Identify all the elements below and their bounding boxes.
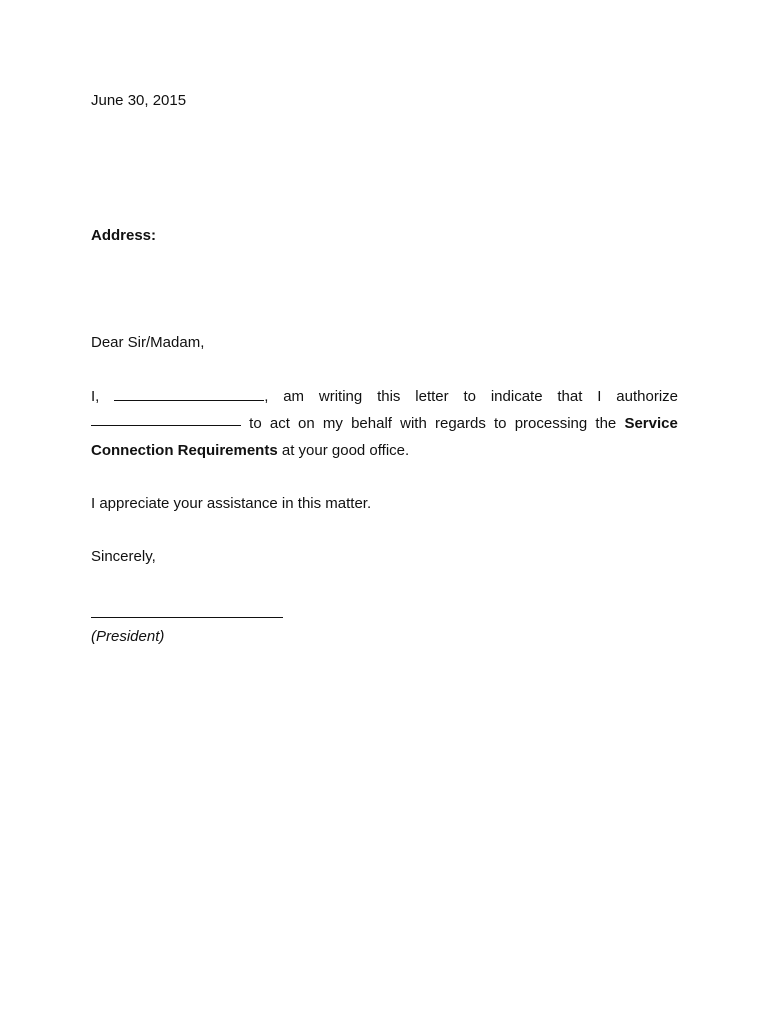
word: writing <box>318 388 363 405</box>
body-line-3-rest: at your good office. <box>277 442 410 459</box>
word: to <box>494 415 507 432</box>
principal-name-blank <box>114 385 264 401</box>
word: that <box>557 388 583 405</box>
word: I, <box>91 388 100 405</box>
word: processing <box>514 415 588 432</box>
body-line-2 <box>91 410 678 437</box>
body-paragraph <box>91 383 678 464</box>
word: act <box>269 415 290 432</box>
representative-name-blank <box>91 410 241 426</box>
word: this <box>377 388 401 405</box>
comma: , <box>264 388 269 405</box>
word: behalf <box>351 415 392 432</box>
signature-line <box>91 617 283 618</box>
address-label: Address: <box>91 227 157 244</box>
word: indicate <box>490 388 543 405</box>
word: to <box>463 388 476 405</box>
word: the <box>595 415 617 432</box>
salutation: Dear Sir/Madam, <box>91 334 205 351</box>
name-blank-group <box>114 383 268 410</box>
word: I <box>597 388 602 405</box>
word: to <box>249 415 262 432</box>
appreciation-line: I appreciate your assistance in this matter. <box>91 495 372 512</box>
body-line-3 <box>91 437 678 464</box>
closing: Sincerely, <box>91 548 156 565</box>
word: authorize <box>616 388 678 405</box>
signer-title: (President) <box>91 628 165 645</box>
word: with <box>400 415 427 432</box>
word: my <box>322 415 343 432</box>
word: am <box>283 388 305 405</box>
bold-phrase: Connection Requirements <box>91 442 278 459</box>
word: letter <box>415 388 449 405</box>
letter-date: June 30, 2015 <box>91 92 187 109</box>
word: regards <box>434 415 486 432</box>
body-line-1 <box>91 383 678 410</box>
word: on <box>298 415 315 432</box>
bold-word: Service <box>624 415 678 432</box>
